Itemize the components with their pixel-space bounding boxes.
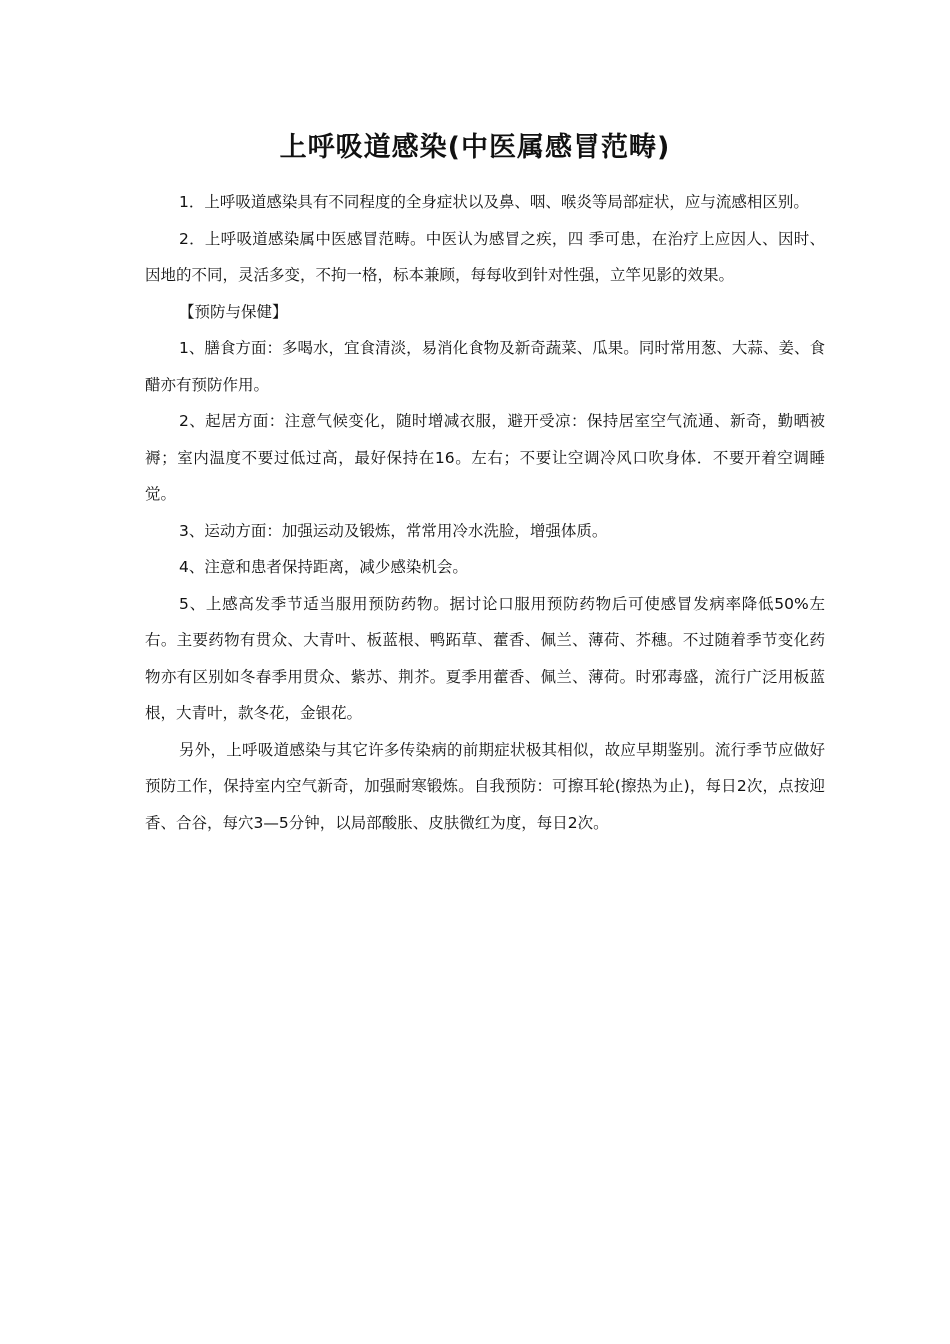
paragraph-medicine: 5、上感高发季节适当服用预防药物。据讨论口服用预防药物后可使感冒发病率降低50%左右。主要药物有贯众、大青叶、板蓝根、鸭跖草、藿香、佩兰、薄荷、芥穗。不过随着季节变化药物亦有区别如冬春季用贯众、紫苏、荆芥。夏季用藿香、佩兰、薄荷。时邪毒盛，流行广泛用板蓝根，大青叶，款冬花，金银花。 [145,594,825,722]
paragraph-diet: 1、膳食方面：多喝水，宜食清淡，易消化食物及新奇蔬菜、瓜果。同时常用葱、大蒜、姜、食醋亦有预防作用。 [145,339,825,394]
document-body [145,184,825,841]
paragraph-2: 2．上呼吸道感染属中医感冒范畴。中医认为感冒之疾，四 季可患，在治疗上应因人、因时、因地的不同，灵活多变，不拘一格，标本兼顾，每每收到针对性强，立竿见影的效果。 [145,229,825,284]
page-title: 上呼吸道感染(中医属感冒范畴) [279,132,671,163]
paragraph-1: 1．上呼吸道感染具有不同程度的全身症状以及鼻、咽、喉炎等局部症状，应与流感相区别。 [179,193,809,211]
paragraph-distance: 4、注意和患者保持距离，减少感染机会。 [179,558,468,576]
paragraph-living: 2、起居方面：注意气候变化，随时增减衣服，避开受凉：保持居室空气流通、新奇，勤晒被褥；室内温度不要过低过高，最好保持在16。左右；不要让空调冷风口吹身体．不要开着空调睡觉。 [145,412,825,503]
section-heading-prevention: 【预防与保健】 [179,302,288,321]
paragraph-exercise: 3、运动方面：加强运动及锻炼，常常用冷水洗脸，增强体质。 [179,521,608,540]
paragraph-additional: 另外，上呼吸道感染与其它许多传染病的前期症状极其相似，故应早期鉴别。流行季节应做好预防工作，保持室内空气新奇，加强耐寒锻炼。自我预防：可擦耳轮(擦热为止)，每日2次，点按迎香、合谷，每穴3—5分钟，以局部酸胀、皮肤微红为度，每日2次。 [145,740,825,832]
